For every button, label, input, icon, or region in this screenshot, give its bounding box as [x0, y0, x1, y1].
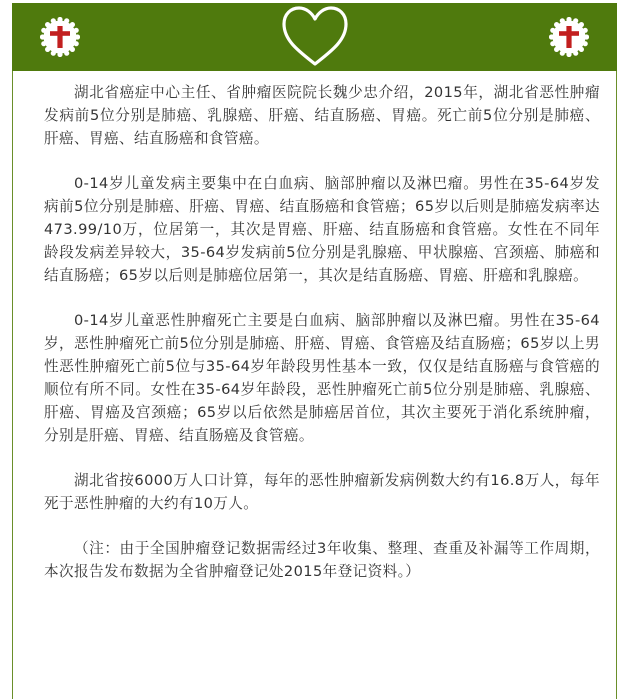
- paragraph-data-note: （注：由于全国肿瘤登记数据需经过3年收集、整理、查重及补漏等工作周期，本次报告发布数据为全省肿瘤登记处2015年登记资料。）: [44, 540, 600, 580]
- header-banner: [12, 3, 617, 71]
- paragraph-annual-case-estimate: 湖北省按6000万人口计算，每年的恶性肿瘤新发病例数大约有16.8万人，每年死于恶性肿瘤的大约有10万人。: [44, 472, 600, 512]
- paragraph-gap: [44, 150, 600, 172]
- paragraph-cancer-incidence-overview: 湖北省癌症中心主任、省肿瘤医院院长魏少忠介绍，2015年，湖北省恶性肿瘤发病前5位分别是肺癌、乳腺癌、肝癌、结直肠癌、胃癌。死亡前5位分别是肺癌、肝癌、胃癌、结直肠癌和食管癌。: [44, 84, 600, 147]
- paragraph-mortality-by-age-gender: 0-14岁儿童恶性肿瘤死亡主要是白血病、脑部肿瘤以及淋巴瘤。男性在35-64岁，恶性肿瘤死亡前5位分别是肺癌、肝癌、胃癌、食管癌及结直肠癌；65岁以上男性恶性肿瘤死亡前5位与35-64岁年龄段男性基本一致，仅仅是结直肠癌与食管癌的顺位有所不同。女性在35-64岁年龄段，恶性肿瘤死亡前5位分别是肺癌、乳腺癌、肝癌、胃癌及宫颈癌；65岁以后依然是肺癌居首位，其次主要死于消化系统肿瘤，分别是肝癌、胃癌、结直肠癌及食管癌。: [44, 312, 600, 444]
- paragraph-gap: [44, 287, 600, 309]
- heart-outline-icon: [278, 4, 352, 70]
- red-cross-badge-icon: [549, 17, 589, 57]
- paragraph-incidence-by-age-gender: 0-14岁儿童发病主要集中在白血病、脑部肿瘤以及淋巴瘤。男性在35-64岁发病前5位分别是肺癌、肝癌、胃癌、结直肠癌和食管癌；65岁以后则是肺癌发病率达473.99/10万，位居第一，其次是胃癌、肝癌、结直肠癌和食管癌。女性在不同年龄段发病差异较大，35-64岁发病前5位分别是乳腺癌、甲状腺癌、宫颈癌、肺癌和结直肠癌；65岁以后则是肺癌位居第一，其次是结直肠癌、胃癌、肝癌和乳腺癌。: [44, 175, 600, 284]
- article-body: [12, 71, 617, 699]
- paragraph-gap: [44, 447, 600, 469]
- paragraph-gap: [44, 515, 600, 537]
- red-cross-badge-icon: [40, 17, 80, 57]
